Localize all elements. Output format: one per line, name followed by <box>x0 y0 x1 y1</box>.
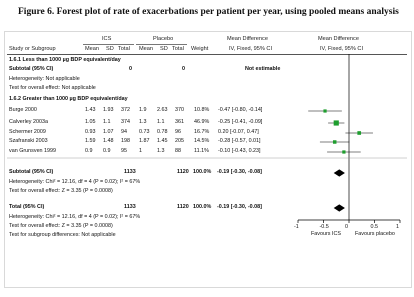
study-ics-mean: 1.43 <box>85 107 96 113</box>
subgroup2-md: -0.19 [-0.30, -0.08] <box>217 169 262 175</box>
subgroup2-weight: 100.0% <box>193 169 212 175</box>
subgroup1-pla-total: 0 <box>182 66 185 72</box>
study-ics-mean: 1.05 <box>85 119 96 125</box>
study-weight: 46.9% <box>194 119 210 125</box>
header-weight: Weight <box>191 46 209 52</box>
header-ics: ICS <box>102 36 112 42</box>
study-study-name: van Grunsven 1999 <box>9 148 57 154</box>
study-pla-total: 205 <box>175 138 184 144</box>
favours-placebo-label: Favours placebo <box>355 231 395 237</box>
subgroup1-overall-effect: Test for overall effect: Not applicable <box>9 85 96 91</box>
forest-plot-panel <box>4 31 412 288</box>
study-ics-total: 374 <box>121 119 130 125</box>
study-ics-sd: 1.1 <box>103 119 111 125</box>
study-weight: 16.7% <box>194 129 210 135</box>
study-pla-sd: 1.3 <box>157 148 165 154</box>
subgroup2-heterogeneity: Heterogeneity: Chi² = 12.16, df = 4 (P = 0.02); I² = 67% <box>9 179 141 185</box>
total-label: Total (95% CI) <box>9 204 45 210</box>
study-marker <box>323 109 326 112</box>
header-pla-sd: SD <box>160 46 168 52</box>
study-pla-total: 361 <box>175 119 184 125</box>
study-ics-total: 372 <box>121 107 130 113</box>
study-ics-total: 94 <box>121 129 127 135</box>
study-ics-mean: 0.93 <box>85 129 96 135</box>
subgroup2-pla-total: 1120 <box>177 169 189 175</box>
total-weight: 100.0% <box>193 204 212 210</box>
study-weight: 14.5% <box>194 138 210 144</box>
study-ics-total: 198 <box>121 138 130 144</box>
subgroup1-title: 1.6.1 Less than 1000 µg BDP equivalent/day <box>9 57 121 63</box>
study-mean-difference: -0.10 [-0.43, 0.23] <box>218 148 261 154</box>
subgroup2-ics-total: 1133 <box>124 169 136 175</box>
total-heterogeneity: Heterogeneity: Chi² = 12.16, df = 4 (P = 0.02); I² = 67% <box>9 214 141 220</box>
x-tick-label: -1 <box>294 224 299 230</box>
x-tick-label: 0 <box>345 224 348 230</box>
header-md-left: Mean Difference <box>227 36 268 42</box>
header-pla-mean: Mean <box>139 46 153 52</box>
study-pla-mean: 1.9 <box>139 107 147 113</box>
forest-plot-graphics <box>5 32 411 287</box>
study-ics-total: 95 <box>121 148 127 154</box>
study-study-name: Calverley 2003a <box>9 119 48 125</box>
study-marker <box>357 131 361 135</box>
study-study-name: Szafranski 2003 <box>9 138 48 144</box>
study-pla-sd: 1.45 <box>157 138 168 144</box>
study-marker <box>342 150 345 153</box>
study-pla-sd: 2.63 <box>157 107 168 113</box>
subgroup1-ics-total: 0 <box>129 66 132 72</box>
header-ics-total: Total <box>118 46 130 52</box>
subgroup2-subtotal-label: Subtotal (95% CI) <box>9 169 54 175</box>
study-pla-mean: 1.3 <box>139 119 147 125</box>
study-pla-total: 370 <box>175 107 184 113</box>
study-ics-sd: 1.48 <box>103 138 114 144</box>
figure-title: Figure 6. Forest plot of rate of exacerbations per patient per year, using pooled means analysis <box>18 7 399 17</box>
study-ics-sd: 1.93 <box>103 107 114 113</box>
study-mean-difference: -0.47 [-0.80, -0.14] <box>218 107 263 113</box>
header-placebo: Placebo <box>153 36 174 42</box>
study-ics-mean: 0.9 <box>85 148 93 154</box>
x-tick-label: 1 <box>396 224 399 230</box>
subgroup-differences: Test for subgroup differences: Not applicable <box>9 232 116 238</box>
study-pla-mean: 1 <box>139 148 142 154</box>
total-ics: 1133 <box>124 204 136 210</box>
subgroup1-heterogeneity: Heterogeneity: Not applicable <box>9 76 80 82</box>
header-md-sub-left: IV, Fixed, 95% CI <box>229 46 273 52</box>
header-ics-mean: Mean <box>85 46 99 52</box>
x-tick-label: 0.5 <box>370 224 378 230</box>
total-pla: 1120 <box>177 204 189 210</box>
study-mean-difference: 0.20 [-0.07, 0.47] <box>218 129 259 135</box>
x-tick-label: -0.5 <box>319 224 329 230</box>
study-ics-sd: 0.9 <box>103 148 111 154</box>
study-mean-difference: -0.25 [-0.41, -0.09] <box>218 119 263 125</box>
header-ics-sd: SD <box>106 46 114 52</box>
study-pla-mean: 1.87 <box>139 138 150 144</box>
study-study-name: Schermer 2009 <box>9 129 46 135</box>
total-overall-effect: Test for overall effect: Z = 3.35 (P = 0.0008) <box>9 223 113 229</box>
header-study: Study or Subgroup <box>9 46 56 52</box>
study-marker <box>333 140 336 143</box>
study-weight: 11.1% <box>194 148 209 154</box>
study-pla-sd: 1.1 <box>157 119 165 125</box>
subtotal-diamond <box>334 169 345 176</box>
study-ics-sd: 1.07 <box>103 129 114 135</box>
study-pla-mean: 0.73 <box>139 129 150 135</box>
header-pla-total: Total <box>172 46 184 52</box>
total-md: -0.19 [-0.30, -0.08] <box>217 204 262 210</box>
subgroup1-subtotal-label: Subtotal (95% CI) <box>9 66 54 72</box>
subgroup1-md: Not estimable <box>245 66 281 72</box>
study-ics-mean: 1.59 <box>85 138 96 144</box>
study-mean-difference: -0.28 [-0.57, 0.01] <box>218 138 261 144</box>
study-pla-sd: 0.78 <box>157 129 168 135</box>
header-md-sub-right: IV, Fixed, 95% CI <box>320 46 364 52</box>
study-pla-total: 96 <box>175 129 181 135</box>
total-diamond <box>334 204 345 211</box>
header-md-right: Mean Difference <box>318 36 359 42</box>
subgroup2-title: 1.6.2 Greater than 1000 µg BDP equivalent/day <box>9 96 128 102</box>
subgroup2-overall-effect: Test for overall effect: Z = 3.35 (P = 0.0008) <box>9 188 113 194</box>
study-marker <box>334 120 339 125</box>
study-study-name: Burge 2000 <box>9 107 37 113</box>
favours-ics-label: Favours ICS <box>311 231 341 237</box>
study-pla-total: 88 <box>175 148 181 154</box>
study-weight: 10.8% <box>194 107 210 113</box>
